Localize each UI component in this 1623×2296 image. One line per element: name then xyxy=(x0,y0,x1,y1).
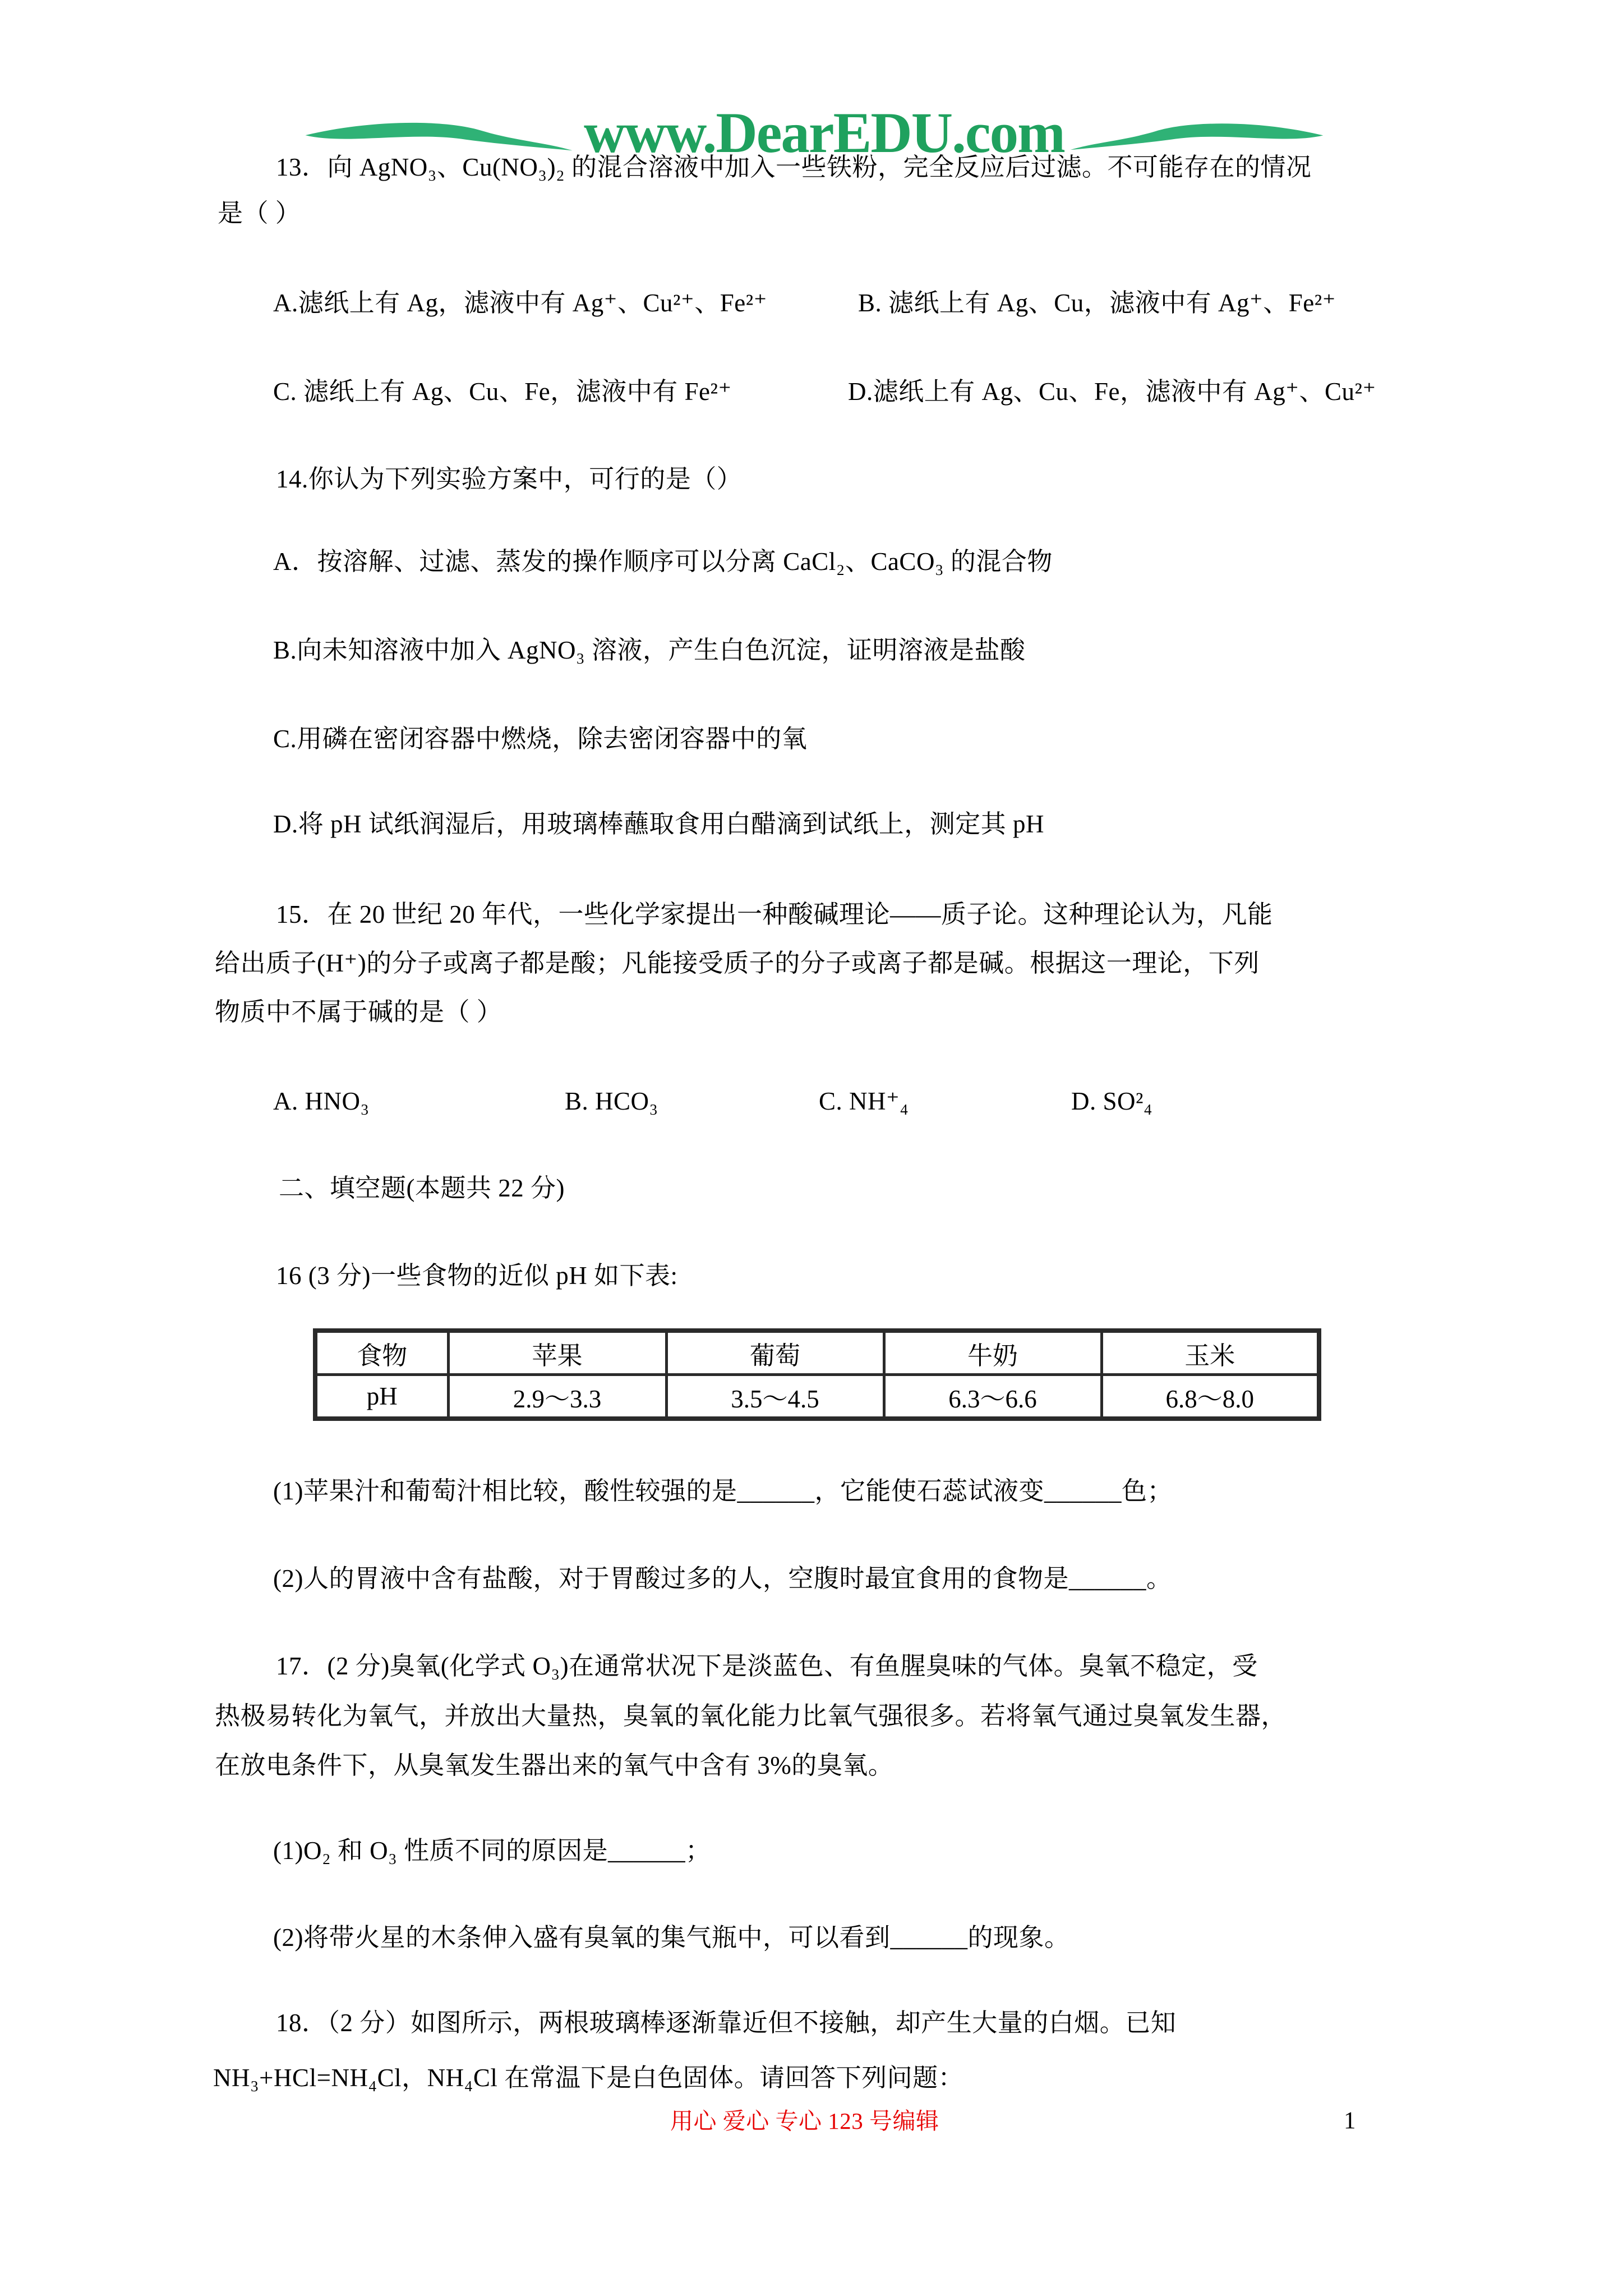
q13-option-d: D.滤纸上有 Ag、Cu、Fe，滤液中有 Ag⁺、Cu²⁺ xyxy=(848,378,1376,406)
q14-option-d: D.将 pH 试纸润湿后，用玻璃棒蘸取食用白醋滴到试纸上，测定其 pH xyxy=(273,810,1044,838)
table-cell: pH xyxy=(315,1375,448,1419)
logo-text: www.DearEDU.com xyxy=(584,101,1064,165)
q14-option-c: C.用磷在密闭容器中燃烧，除去密闭容器中的氧 xyxy=(273,725,808,753)
page-number: 1 xyxy=(1344,2108,1356,2134)
q14-option-b: B.向未知溶液中加入 AgNO₃ 溶液，产生白色沉淀，证明溶液是盐酸 xyxy=(273,636,1026,664)
table-header-cell: 玉米 xyxy=(1101,1331,1319,1375)
table-header-cell: 葡萄 xyxy=(666,1331,884,1375)
table-header-cell: 牛奶 xyxy=(884,1331,1101,1375)
q18-stem-line1: 18．（2 分）如图所示，两根玻璃棒逐渐靠近但不接触，却产生大量的白烟。已知 xyxy=(276,2009,1177,2037)
table-row xyxy=(315,1375,1319,1419)
q17-stem-line2: 热极易转化为氧气，并放出大量热，臭氧的氧化能力比氧气强很多。若将氧气通过臭氧发生器， xyxy=(215,1702,1287,1730)
q13-option-a: A.滤纸上有 Ag，滤液中有 Ag⁺、Cu²⁺、Fe²⁺ xyxy=(273,289,767,317)
q14-stem: 14.你认为下列实验方案中，可行的是（） xyxy=(276,465,743,493)
q15-option-a: A. HNO₃ xyxy=(273,1087,370,1115)
q13-stem-line2: 是（ ） xyxy=(218,199,301,227)
q13-option-b: B. 滤纸上有 Ag、Cu，滤液中有 Ag⁺、Fe²⁺ xyxy=(858,289,1336,317)
table-header-cell: 苹果 xyxy=(448,1331,666,1375)
q17-sub1: (1)O₂ 和 O₃ 性质不同的原因是______； xyxy=(273,1837,711,1865)
table-cell: 2.9～3.3 xyxy=(448,1375,666,1419)
q15-option-c: C. NH⁺₄ xyxy=(819,1087,909,1115)
q16-stem: 16 (3 分)一些食物的近似 pH 如下表: xyxy=(276,1262,678,1290)
q18-stem-line2: NH₃+HCl=NH₄Cl，NH₄Cl 在常温下是白色固体。请回答下列问题： xyxy=(213,2064,964,2092)
table-header-row xyxy=(315,1331,1319,1375)
q16-sub2: (2)人的胃液中含有盐酸，对于胃酸过多的人，空腹时最宜食用的食物是______。 xyxy=(273,1565,1172,1593)
table-cell: 6.3～6.6 xyxy=(884,1375,1101,1419)
footer-note: 用心 爱心 专心 123 号编辑 xyxy=(670,2108,939,2134)
q15-stem-line2: 给出质子(H⁺)的分子或离子都是酸；凡能接受质子的分子或离子都是碱。根据这一理论，下列 xyxy=(215,949,1260,977)
section-2-title: 二、填空题(本题共 22 分) xyxy=(279,1174,565,1202)
table-header-cell: 食物 xyxy=(315,1331,448,1375)
q13-option-c: C. 滤纸上有 Ag、Cu、Fe，滤液中有 Fe²⁺ xyxy=(273,378,732,406)
q14-option-a: A．按溶解、过滤、蒸发的操作顺序可以分离 CaCl₂、CaCO₃ 的混合物 xyxy=(273,547,1053,576)
q15-stem-line3: 物质中不属于碱的是（ ） xyxy=(215,998,502,1026)
q17-sub2: (2)将带火星的木条伸入盛有臭氧的集气瓶中，可以看到______的现象。 xyxy=(273,1924,1070,1952)
q15-option-b: B. HCO₃ xyxy=(565,1087,658,1115)
ph-table xyxy=(313,1328,1321,1421)
q16-sub1: (1)苹果汁和葡萄汁相比较，酸性较强的是______，它能使石蕊试液变______色； xyxy=(273,1477,1173,1505)
q15-stem-line1: 15．在 20 世纪 20 年代，一些化学家提出一种酸碱理论——质子论。这种理论认为，凡能 xyxy=(276,900,1273,928)
q17-stem-line1: 17．(2 分)臭氧(化学式 O₃)在通常状况下是淡蓝色、有鱼腥臭味的气体。臭氧不稳定，受 xyxy=(276,1652,1258,1680)
q15-option-d: D. SO²₄ xyxy=(1071,1087,1153,1115)
q13-stem-line1: 13．向 AgNO₃、Cu(NO₃)₂ 的混合溶液中加入一些铁粉，完全反应后过滤。不可能存在的情况 xyxy=(276,153,1312,181)
table-cell: 6.8～8.0 xyxy=(1101,1375,1319,1419)
table-cell: 3.5～4.5 xyxy=(666,1375,884,1419)
q17-stem-line3: 在放电条件下，从臭氧发生器出来的氧气中含有 3%的臭氧。 xyxy=(215,1751,894,1779)
